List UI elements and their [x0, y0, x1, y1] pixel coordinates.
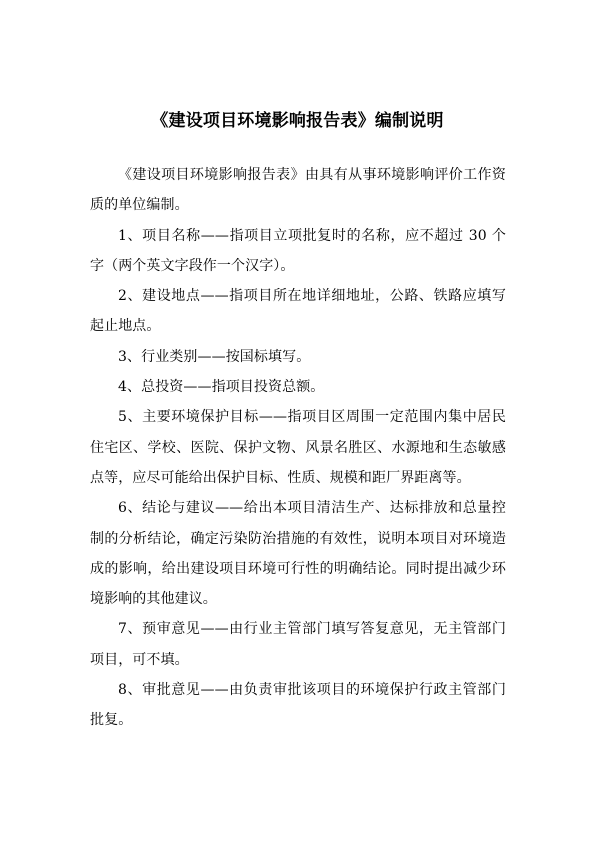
- paragraph-intro: 《建设项目环境影响报告表》由具有从事环境影响评价工作资质的单位编制。: [90, 167, 506, 214]
- paragraph-item-1-project-name: 1、项目名称——指项目立项批复时的名称，应不超过 30 个字（两个英文字段作一个汉字）。: [90, 227, 506, 274]
- document-title: 《建设项目环境影响报告表》编制说明: [151, 111, 444, 131]
- paragraph-item-2-location: 2、建设地点——指项目所在地详细地址，公路、铁路应填写起止地点。: [90, 288, 506, 335]
- document-body: [90, 160, 506, 736]
- paragraph-item-3-industry: 3、行业类别——按国标填写。: [118, 348, 311, 365]
- paragraph-item-7-pre-review: 7、预审意见——由行业主管部门填写答复意见，无主管部门项目，可不填。: [90, 621, 506, 668]
- paragraph-item-5-protection-targets: 5、主要环境保护目标——指项目区周围一定范围内集中居民住宅区、学校、医院、保护文物、风景名胜区、水源地和生态敏感点等，应尽可能给出保护目标、性质、规模和距厂界距离等。: [90, 409, 506, 486]
- paragraph-item-8-approval: 8、审批意见——由负责审批该项目的环境保护行政主管部门批复。: [90, 682, 506, 729]
- paragraph-item-6-conclusion: 6、结论与建议——给出本项目清洁生产、达标排放和总量控制的分析结论，确定污染防治措施的有效性，说明本项目对环境造成的影响，给出建设项目环境可行性的明确结论。同时提出减少环境影响的其他建议。: [90, 500, 506, 608]
- paragraph-item-4-investment: 4、总投资——指项目投资总额。: [118, 379, 325, 396]
